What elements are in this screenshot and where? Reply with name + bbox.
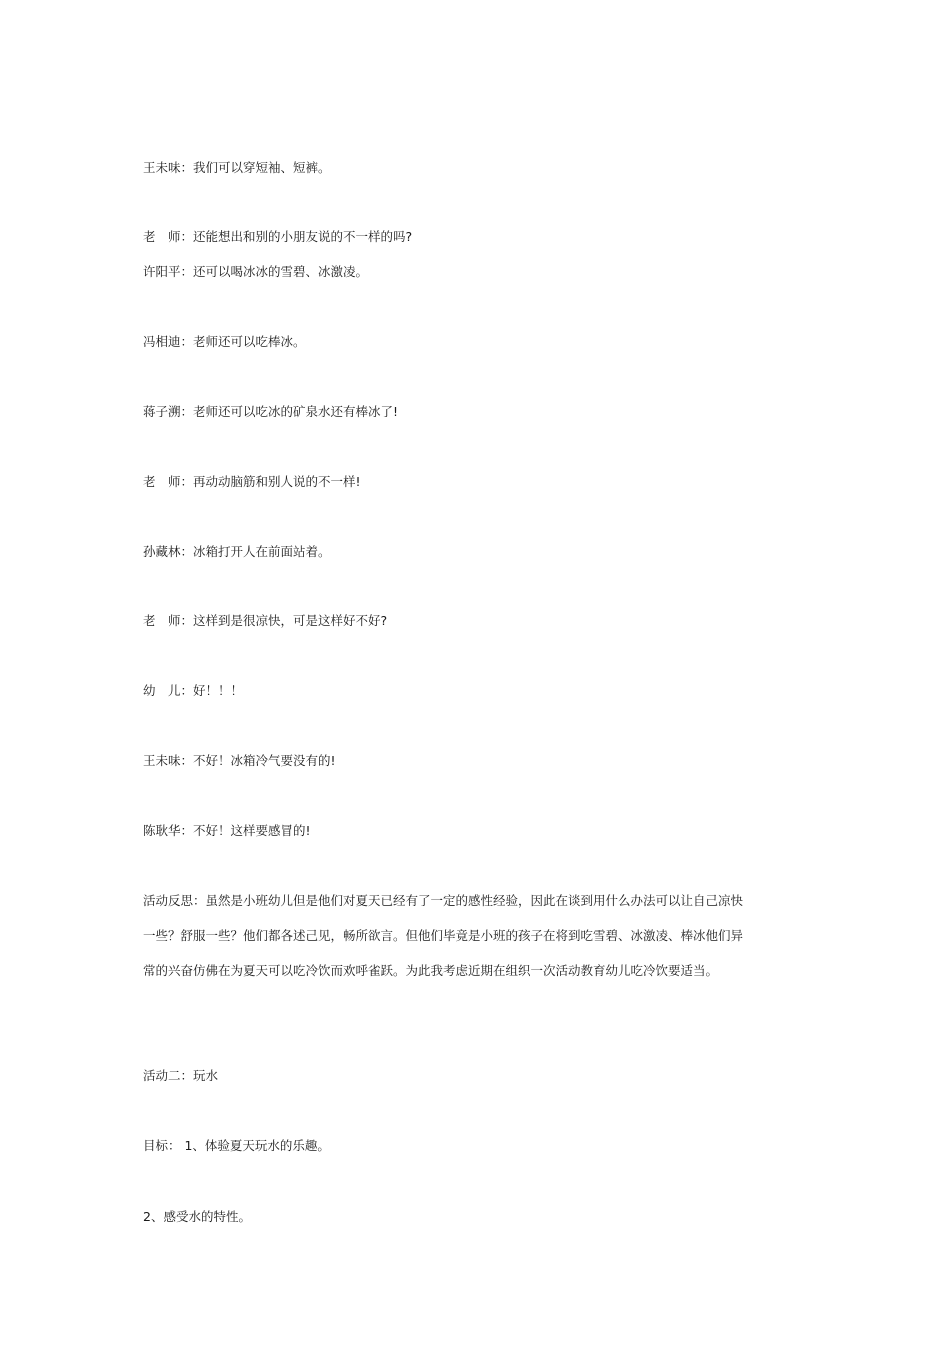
dialogue-line: 老 师：再动动脑筋和别人说的不一样! [143, 474, 361, 489]
dialogue-line: 王未味：我们可以穿短袖、短裤。 [143, 160, 331, 175]
dialogue-line: 许阳平：还可以喝冰冰的雪碧、冰激凌。 [143, 264, 369, 279]
dialogue-line: 陈耿华：不好！这样要感冒的! [143, 823, 311, 838]
dialogue-line: 蒋子溯：老师还可以吃冰的矿泉水还有棒冰了! [143, 404, 399, 419]
goal-item: 目标： 1、体验夏天玩水的乐趣。 [143, 1138, 330, 1153]
dialogue-line: 冯相迪：老师还可以吃棒冰。 [143, 334, 306, 349]
dialogue-line: 老 师：还能想出和别的小朋友说的不一样的吗? [143, 229, 413, 244]
dialogue-line: 王未味：不好！冰箱冷气要没有的! [143, 753, 336, 768]
reflection-paragraph: 活动反思：虽然是小班幼儿但是他们对夏天已经有了一定的感性经验，因此在谈到用什么办法可以让自己凉快一些？舒服一些？他们都各述己见，畅所欲言。但他们毕竟是小班的孩子在将到吃雪碧、冰激凌、棒冰他们异常的兴奋仿佛在为夏天可以吃冷饮而欢呼雀跃。为此我考虑近期在组织一次活动教育幼儿吃冷饮要适当。 [143, 893, 744, 978]
activity-heading: 活动二：玩水 [143, 1068, 219, 1083]
goal-item: 2、感受水的特性。 [143, 1209, 251, 1224]
dialogue-line: 幼 儿：好！！！ [143, 683, 244, 698]
dialogue-line: 老 师：这样到是很凉快，可是这样好不好? [143, 613, 388, 628]
dialogue-line: 孙藏林：冰箱打开人在前面站着。 [143, 544, 331, 559]
